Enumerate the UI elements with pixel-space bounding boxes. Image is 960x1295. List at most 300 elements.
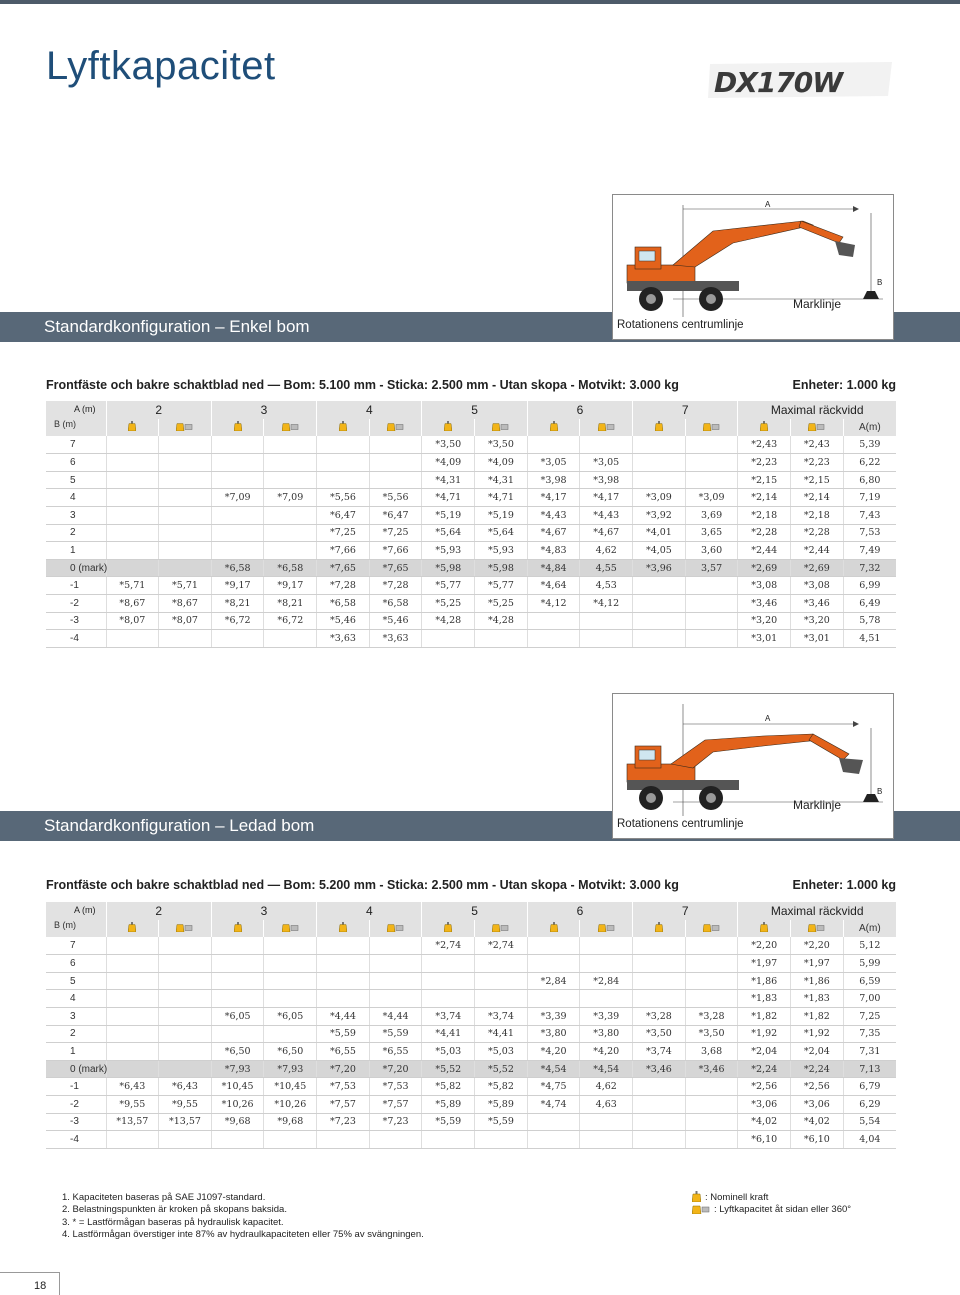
excavator-diagram-enkel	[612, 194, 894, 340]
capacity-cell: *6,58	[264, 559, 317, 577]
capacity-cell: *5,82	[422, 1078, 475, 1096]
capacity-cell	[422, 630, 475, 648]
capacity-cell	[159, 630, 212, 648]
table-corner	[46, 419, 106, 437]
capacity-cell	[106, 559, 159, 577]
capacity-cell	[685, 436, 738, 454]
row-height-label: 6	[46, 955, 106, 973]
capacity-cell	[685, 937, 738, 955]
capacity-cell: *8,07	[159, 612, 212, 630]
column-header-2: 2	[106, 401, 211, 419]
capacity-cell	[211, 937, 264, 955]
table-row	[46, 612, 896, 630]
capacity-cell: *7,93	[264, 1060, 317, 1078]
capacity-cell: *3,46	[738, 595, 791, 613]
section-title: Standardkonfiguration – Enkel bom	[44, 317, 310, 336]
reach-cell: 6,59	[843, 972, 896, 990]
capacity-cell	[580, 990, 633, 1008]
capacity-cell	[211, 454, 264, 472]
capacity-cell: *4,83	[527, 542, 580, 560]
capacity-cell	[159, 524, 212, 542]
capacity-cell: *2,24	[791, 1060, 844, 1078]
capacity-cell: *3,08	[738, 577, 791, 595]
capacity-cell: *1,86	[738, 972, 791, 990]
capacity-cell	[106, 1060, 159, 1078]
capacity-cell	[633, 1078, 686, 1096]
legend-item	[692, 1204, 851, 1216]
capacity-cell: *3,08	[791, 577, 844, 595]
capacity-cell: *4,02	[791, 1113, 844, 1131]
capacity-cell: *6,72	[211, 612, 264, 630]
capacity-cell: *6,05	[211, 1008, 264, 1026]
capacity-cell	[580, 612, 633, 630]
capacity-cell: *5,71	[159, 577, 212, 595]
capacity-cell: *4,41	[422, 1025, 475, 1043]
capacity-cell	[685, 955, 738, 973]
capacity-cell	[317, 1131, 370, 1149]
load-weight-icon	[211, 920, 264, 938]
capacity-cell	[159, 1008, 212, 1026]
capacity-cell: *7,25	[369, 524, 422, 542]
capacity-cell	[527, 937, 580, 955]
capacity-cell	[264, 1131, 317, 1149]
capacity-cell	[527, 990, 580, 1008]
capacity-cell	[264, 454, 317, 472]
load-weight-icon	[211, 419, 264, 437]
capacity-cell: *2,44	[738, 542, 791, 560]
table-row	[46, 1078, 896, 1096]
side-load-icon	[475, 920, 528, 938]
capacity-cell: *5,98	[422, 559, 475, 577]
capacity-cell: *3,74	[422, 1008, 475, 1026]
reach-header: A(m)	[843, 920, 896, 938]
capacity-cell: *2,28	[791, 524, 844, 542]
capacity-cell: *1,92	[791, 1025, 844, 1043]
capacity-cell: *7,57	[369, 1096, 422, 1114]
capacity-cell	[211, 955, 264, 973]
dimension-a-label: A	[765, 200, 771, 209]
capacity-cell: *2,44	[791, 542, 844, 560]
capacity-cell: *3,01	[791, 630, 844, 648]
side-load-icon	[685, 419, 738, 437]
capacity-cell	[159, 1060, 212, 1078]
reach-cell: 6,99	[843, 577, 896, 595]
capacity-cell: *1,97	[791, 955, 844, 973]
table-corner	[46, 920, 106, 938]
table-row	[46, 507, 896, 525]
capacity-cell	[264, 471, 317, 489]
capacity-cell	[685, 595, 738, 613]
capacity-cell: *5,59	[369, 1025, 422, 1043]
capacity-cell: *3,80	[580, 1025, 633, 1043]
capacity-cell: *3,01	[738, 630, 791, 648]
capacity-cell	[159, 559, 212, 577]
capacity-cell: *3,28	[685, 1008, 738, 1026]
side-load-icon	[159, 920, 212, 938]
footnotes	[62, 1192, 424, 1242]
model-logo	[706, 58, 896, 102]
capacity-cell: *3,05	[580, 454, 633, 472]
row-height-label: 5	[46, 972, 106, 990]
reach-cell: 7,49	[843, 542, 896, 560]
capacity-cell: *8,21	[211, 595, 264, 613]
capacity-cell	[685, 577, 738, 595]
footnote: 1. Kapaciteten baseras på SAE J1097-standard.	[62, 1192, 266, 1203]
capacity-cell	[159, 507, 212, 525]
capacity-cell: *3,74	[633, 1043, 686, 1061]
row-height-label: -1	[46, 577, 106, 595]
header-b-label: B (m)	[54, 418, 76, 429]
capacity-cell: *6,47	[369, 507, 422, 525]
capacity-cell	[685, 471, 738, 489]
capacity-cell: *4,54	[527, 1060, 580, 1078]
table-row	[46, 1025, 896, 1043]
capacity-cell: *7,20	[369, 1060, 422, 1078]
capacity-cell: *9,55	[106, 1096, 159, 1114]
capacity-cell: *7,20	[317, 1060, 370, 1078]
capacity-cell: *2,18	[738, 507, 791, 525]
capacity-cell	[633, 454, 686, 472]
capacity-cell: *2,84	[580, 972, 633, 990]
capacity-cell	[422, 990, 475, 1008]
capacity-cell: *6,50	[211, 1043, 264, 1061]
capacity-cell	[685, 612, 738, 630]
capacity-cell: *3,50	[475, 436, 528, 454]
side-load-icon	[264, 419, 317, 437]
column-header-3: 3	[211, 902, 316, 920]
capacity-cell	[211, 507, 264, 525]
capacity-cell: *2,69	[738, 559, 791, 577]
capacity-cell: *13,57	[106, 1113, 159, 1131]
capacity-cell	[580, 937, 633, 955]
capacity-cell	[264, 1025, 317, 1043]
top-rule	[0, 0, 960, 4]
capacity-cell: *4,09	[475, 454, 528, 472]
capacity-cell: *6,47	[317, 507, 370, 525]
side-load-icon	[791, 920, 844, 938]
capacity-cell: *4,44	[317, 1008, 370, 1026]
capacity-cell: 4,62	[580, 1078, 633, 1096]
reach-cell: 7,31	[843, 1043, 896, 1061]
capacity-cell: *8,67	[106, 595, 159, 613]
capacity-cell: *5,64	[422, 524, 475, 542]
capacity-cell: *2,15	[791, 471, 844, 489]
capacity-cell: *5,56	[369, 489, 422, 507]
capacity-cell: *3,46	[633, 1060, 686, 1078]
section-title: Standardkonfiguration – Ledad bom	[44, 816, 315, 835]
dimension-b-label: B	[877, 787, 883, 796]
capacity-cell: *5,93	[475, 542, 528, 560]
capacity-cell: *2,04	[791, 1043, 844, 1061]
row-height-label: 6	[46, 454, 106, 472]
capacity-cell: *4,31	[475, 471, 528, 489]
reach-cell: 7,43	[843, 507, 896, 525]
capacity-cell	[475, 972, 528, 990]
reach-cell: 5,54	[843, 1113, 896, 1131]
capacity-cell	[369, 436, 422, 454]
capacity-cell: *10,45	[211, 1078, 264, 1096]
row-height-label: 2	[46, 524, 106, 542]
capacity-cell: *9,17	[211, 577, 264, 595]
capacity-cell: *6,05	[264, 1008, 317, 1026]
capacity-cell: *4,31	[422, 471, 475, 489]
capacity-cell	[527, 1131, 580, 1149]
table-row	[46, 454, 896, 472]
rotation-centerline-label: Rotationens centrumlinje	[617, 818, 744, 830]
capacity-cell: *2,43	[791, 436, 844, 454]
capacity-cell: *6,43	[159, 1078, 212, 1096]
capacity-cell: *7,65	[317, 559, 370, 577]
capacity-cell	[211, 471, 264, 489]
capacity-cell: 3,68	[685, 1043, 738, 1061]
reach-cell: 6,29	[843, 1096, 896, 1114]
column-header-3: 3	[211, 401, 316, 419]
capacity-cell: *3,06	[738, 1096, 791, 1114]
capacity-cell	[633, 1131, 686, 1149]
capacity-cell: *3,50	[633, 1025, 686, 1043]
row-height-label: 0 (mark)	[46, 559, 106, 577]
row-height-label: 7	[46, 937, 106, 955]
capacity-cell	[264, 955, 317, 973]
capacity-cell	[211, 436, 264, 454]
capacity-cell: *5,59	[475, 1113, 528, 1131]
capacity-cell	[685, 454, 738, 472]
column-header-max-reach: Maximal räckvidd	[738, 902, 896, 920]
capacity-cell	[211, 990, 264, 1008]
capacity-cell	[685, 1078, 738, 1096]
capacity-cell	[527, 612, 580, 630]
capacity-cell: *5,77	[475, 577, 528, 595]
capacity-cell: *4,12	[527, 595, 580, 613]
capacity-cell: *3,39	[527, 1008, 580, 1026]
capacity-cell: *3,92	[633, 507, 686, 525]
capacity-cell: *3,20	[791, 612, 844, 630]
capacity-cell: *3,46	[791, 595, 844, 613]
table-row	[46, 471, 896, 489]
capacity-cell: *4,84	[527, 559, 580, 577]
load-weight-icon	[317, 920, 370, 938]
dimension-b-label: B	[877, 278, 883, 287]
capacity-cell	[317, 454, 370, 472]
capacity-cell	[159, 436, 212, 454]
table-row	[46, 1043, 896, 1061]
capacity-cell	[106, 542, 159, 560]
table-caption: Frontfäste och bakre schaktblad ned — Bom: 5.200 mm - Sticka: 2.500 mm - Utan skopa - Motvikt: 3.000 kg	[46, 878, 679, 892]
capacity-cell	[527, 630, 580, 648]
footnote: 2. Belastningspunkten är kroken på skopans baksida.	[62, 1204, 287, 1216]
capacity-cell: *5,25	[422, 595, 475, 613]
row-height-label: 4	[46, 489, 106, 507]
capacity-cell: *5,59	[422, 1113, 475, 1131]
capacity-cell	[475, 990, 528, 1008]
side-load-icon	[791, 419, 844, 437]
lift-capacity-table-enkel	[46, 401, 896, 648]
capacity-cell	[685, 1113, 738, 1131]
row-height-label: -3	[46, 612, 106, 630]
reach-cell: 6,22	[843, 454, 896, 472]
capacity-cell	[369, 990, 422, 1008]
capacity-cell: 4,62	[580, 542, 633, 560]
capacity-cell: *4,44	[369, 1008, 422, 1026]
capacity-cell: *2,74	[422, 937, 475, 955]
capacity-cell: 4,55	[580, 559, 633, 577]
capacity-cell	[211, 524, 264, 542]
column-header-7: 7	[633, 902, 738, 920]
capacity-cell	[106, 507, 159, 525]
icon-legend	[692, 1192, 851, 1217]
capacity-cell: *2,18	[791, 507, 844, 525]
reach-cell: 4,51	[843, 630, 896, 648]
table-row	[46, 577, 896, 595]
row-height-label: 3	[46, 507, 106, 525]
capacity-cell	[633, 1113, 686, 1131]
capacity-cell: *4,17	[527, 489, 580, 507]
capacity-cell	[369, 1131, 422, 1149]
capacity-cell	[211, 542, 264, 560]
capacity-cell: *7,65	[369, 559, 422, 577]
capacity-cell: *4,71	[475, 489, 528, 507]
capacity-cell	[106, 436, 159, 454]
capacity-cell: *4,54	[580, 1060, 633, 1078]
capacity-cell: *10,45	[264, 1078, 317, 1096]
capacity-cell: *5,89	[422, 1096, 475, 1114]
capacity-cell: *4,64	[527, 577, 580, 595]
table-row	[46, 937, 896, 955]
capacity-cell: *8,67	[159, 595, 212, 613]
capacity-cell: 3,69	[685, 507, 738, 525]
capacity-cell	[159, 937, 212, 955]
table-corner	[46, 401, 106, 419]
capacity-cell	[211, 630, 264, 648]
capacity-cell: *3,28	[633, 1008, 686, 1026]
capacity-cell: *4,01	[633, 524, 686, 542]
capacity-cell: *1,92	[738, 1025, 791, 1043]
table-row	[46, 990, 896, 1008]
capacity-cell: *4,20	[580, 1043, 633, 1061]
row-height-label: -3	[46, 1113, 106, 1131]
row-height-label: -2	[46, 1096, 106, 1114]
load-weight-icon	[422, 920, 475, 938]
capacity-cell: *1,82	[791, 1008, 844, 1026]
capacity-cell: *6,55	[317, 1043, 370, 1061]
footnote: 3. * = Lastförmågan baseras på hydraulisk kapacitet.	[62, 1216, 284, 1228]
capacity-cell	[106, 1008, 159, 1026]
capacity-cell: *7,09	[264, 489, 317, 507]
capacity-cell: *5,71	[106, 577, 159, 595]
capacity-cell: *5,52	[475, 1060, 528, 1078]
capacity-cell	[580, 630, 633, 648]
load-weight-icon	[317, 419, 370, 437]
load-weight-icon	[106, 419, 159, 437]
capacity-cell	[685, 1131, 738, 1149]
header-b-label: B (m)	[54, 919, 76, 930]
table-row	[46, 1060, 896, 1078]
reach-cell: 5,99	[843, 955, 896, 973]
reach-cell: 5,12	[843, 937, 896, 955]
capacity-cell	[159, 471, 212, 489]
capacity-cell	[159, 454, 212, 472]
capacity-cell	[106, 1025, 159, 1043]
capacity-cell: *4,05	[633, 542, 686, 560]
capacity-cell: *3,50	[422, 436, 475, 454]
header-a-label: A (m)	[74, 404, 96, 414]
capacity-cell	[317, 990, 370, 1008]
capacity-cell	[422, 972, 475, 990]
reach-cell: 5,78	[843, 612, 896, 630]
capacity-cell	[264, 972, 317, 990]
capacity-cell: *7,09	[211, 489, 264, 507]
capacity-cell: *3,20	[738, 612, 791, 630]
table-row	[46, 524, 896, 542]
capacity-cell: *3,63	[317, 630, 370, 648]
capacity-cell	[422, 955, 475, 973]
capacity-cell: *3,05	[527, 454, 580, 472]
capacity-cell	[580, 436, 633, 454]
capacity-cell: *1,97	[738, 955, 791, 973]
capacity-cell: *9,55	[159, 1096, 212, 1114]
capacity-cell: *3,09	[633, 489, 686, 507]
capacity-cell: *5,19	[422, 507, 475, 525]
row-height-label: 5	[46, 471, 106, 489]
column-header-7: 7	[633, 401, 738, 419]
capacity-cell	[106, 454, 159, 472]
load-weight-icon	[527, 920, 580, 938]
capacity-cell	[159, 489, 212, 507]
row-height-label: -4	[46, 630, 106, 648]
capacity-cell	[633, 471, 686, 489]
column-header-5: 5	[422, 401, 527, 419]
capacity-cell: *6,58	[317, 595, 370, 613]
capacity-cell	[369, 471, 422, 489]
capacity-cell: *1,82	[738, 1008, 791, 1026]
table-row	[46, 1131, 896, 1149]
capacity-cell	[369, 454, 422, 472]
capacity-cell: *4,41	[475, 1025, 528, 1043]
legend-text: : Lyftkapacitet åt sidan eller 360°	[714, 1204, 852, 1216]
page-number: 18	[34, 1280, 47, 1292]
capacity-cell: *3,98	[527, 471, 580, 489]
capacity-cell: *7,93	[211, 1060, 264, 1078]
capacity-cell	[317, 955, 370, 973]
excavator-diagram-ledad	[612, 693, 894, 839]
capacity-cell: *2,20	[738, 937, 791, 955]
capacity-cell	[633, 972, 686, 990]
capacity-cell: *4,28	[422, 612, 475, 630]
capacity-cell	[264, 507, 317, 525]
capacity-cell	[475, 955, 528, 973]
capacity-cell	[211, 1131, 264, 1149]
capacity-cell: *4,28	[475, 612, 528, 630]
capacity-cell	[633, 612, 686, 630]
capacity-cell	[527, 955, 580, 973]
capacity-cell	[633, 955, 686, 973]
capacity-cell: *5,77	[422, 577, 475, 595]
capacity-cell	[264, 436, 317, 454]
reach-cell: 7,13	[843, 1060, 896, 1078]
capacity-cell	[159, 542, 212, 560]
capacity-cell: *5,03	[422, 1043, 475, 1061]
capacity-cell: *8,21	[264, 595, 317, 613]
capacity-cell: *2,28	[738, 524, 791, 542]
side-load-icon	[580, 419, 633, 437]
capacity-cell: *1,83	[791, 990, 844, 1008]
lift-capacity-table-ledad	[46, 902, 896, 1149]
capacity-cell: *5,19	[475, 507, 528, 525]
row-height-label: 1	[46, 1043, 106, 1061]
table-row	[46, 1096, 896, 1114]
capacity-cell: *2,14	[738, 489, 791, 507]
column-header-max-reach: Maximal räckvidd	[738, 401, 896, 419]
